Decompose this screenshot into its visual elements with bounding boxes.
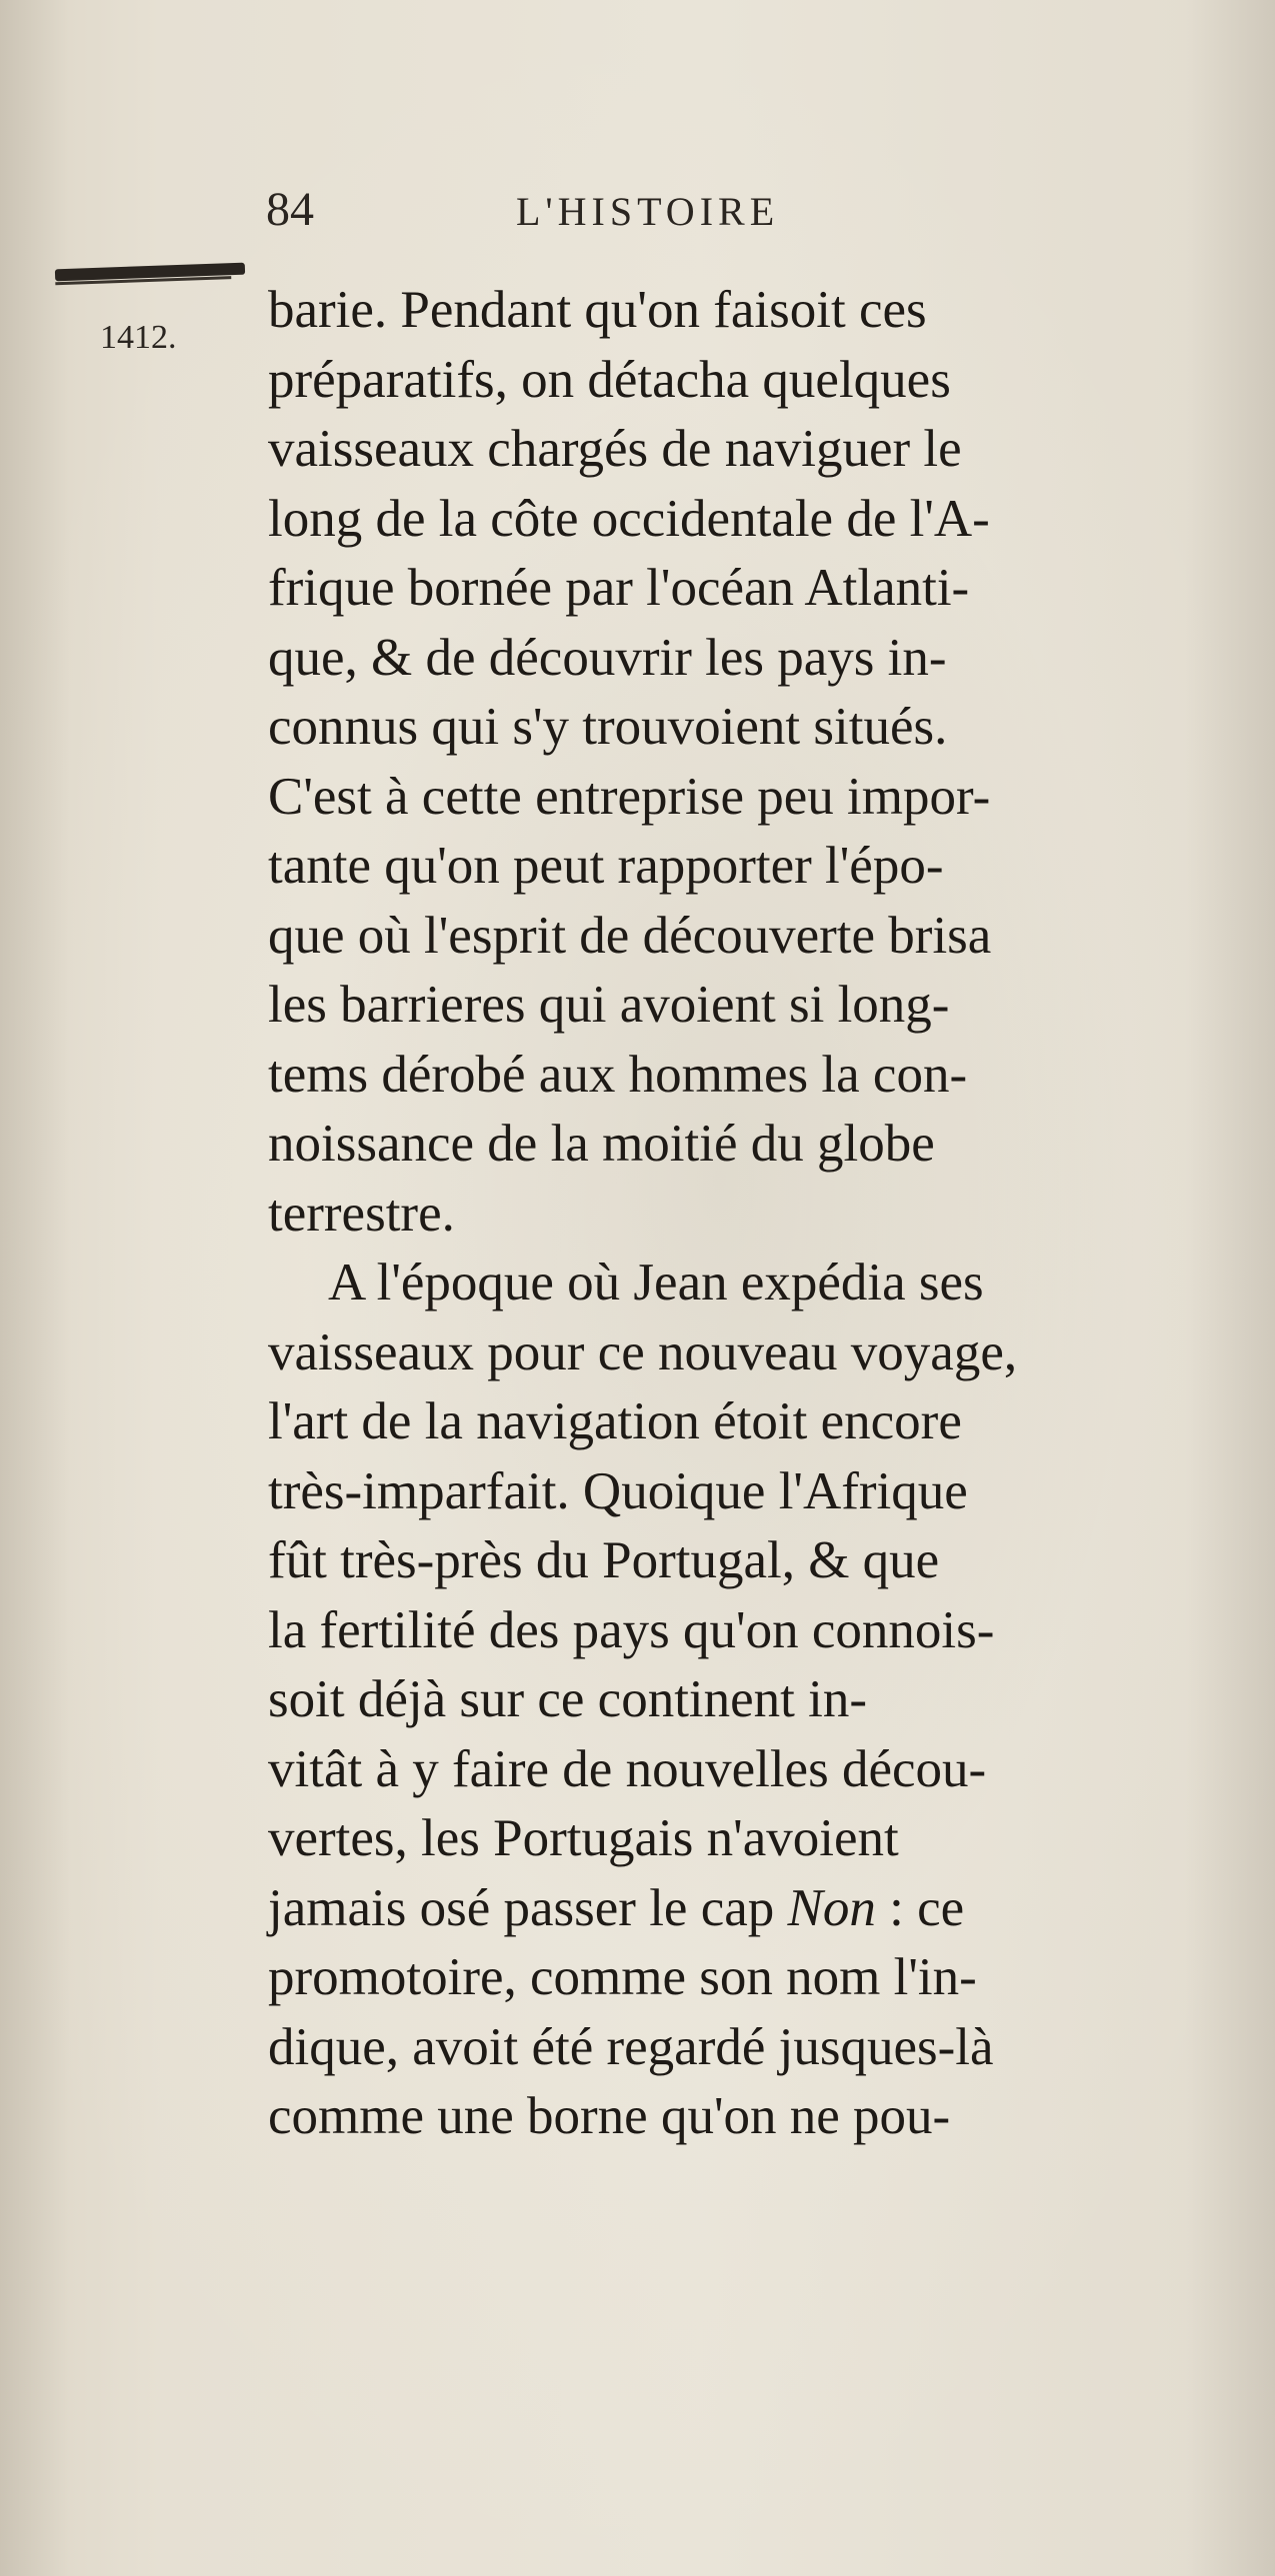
text-line: C'est à cette entreprise peu impor- [268,767,991,826]
text-line: tante qu'on peut rapporter l'épo- [268,837,944,895]
text-fragment: : ce [889,1878,965,1937]
text-line: dique, avoit été regardé jusques-là [268,2017,994,2076]
margin-year-note: 1412. [100,319,177,356]
text-line: comme une borne qu'on ne pou- [268,2087,951,2145]
text-line: la fertilité des pays qu'on connois- [268,1600,995,1659]
text-line: noissance de la moitié du globe [268,1115,935,1173]
running-head [266,183,966,243]
text-line [268,1874,1188,1944]
text-line: terrestre. [268,1184,455,1243]
text-line: frique bornée par l'océan Atlanti- [268,559,970,617]
page-gutter-shadow [0,0,70,2576]
text-line: promotoire, comme son nom l'in- [268,1948,977,2006]
page-edge-shadow [1185,0,1275,2576]
text-line: l'art de la navigation étoit encore [268,1392,962,1450]
text-line: soit déjà sur ce continent in- [268,1670,868,1728]
text-line: les barrieres qui avoient si long- [268,976,950,1034]
text-line: connus qui s'y trouvoient situés. [268,698,948,756]
text-line: très-imparfait. Quoique l'Afrique [268,1461,968,1520]
text-line: barie. Pendant qu'on faisoit ces [268,281,927,339]
italic-place-name: Non [787,1878,876,1937]
text-line: vaisseaux pour ce nouveau voyage, [268,1322,1018,1381]
show-through-bleed [0,390,250,436]
text-line: fût très-près du Portugal, & que [268,1531,940,1589]
text-fragment: jamais osé passer le cap [268,1878,775,1937]
text-line: que, & de découvrir les pays in- [268,628,947,687]
body-text [268,276,1188,2152]
ornament-rule [55,263,245,282]
text-line: A l'époque où Jean expédia ses [328,1254,984,1311]
page-number: 84 [266,183,314,236]
text-line: long de la côte occidentale de l'A- [268,489,990,548]
text-line: que où l'esprit de découverte brisa [268,906,992,965]
text-line: vertes, les Portugais n'avoient [268,1809,899,1867]
text-line: vitât à y faire de nouvelles décou- [268,1739,987,1798]
running-title: L'HISTOIRE [516,189,780,234]
text-line: vaisseaux chargés de naviguer le [268,420,962,478]
text-line: préparatifs, on détacha quelques [268,350,951,409]
text-line: tems dérobé aux hommes la con- [268,1045,968,1104]
